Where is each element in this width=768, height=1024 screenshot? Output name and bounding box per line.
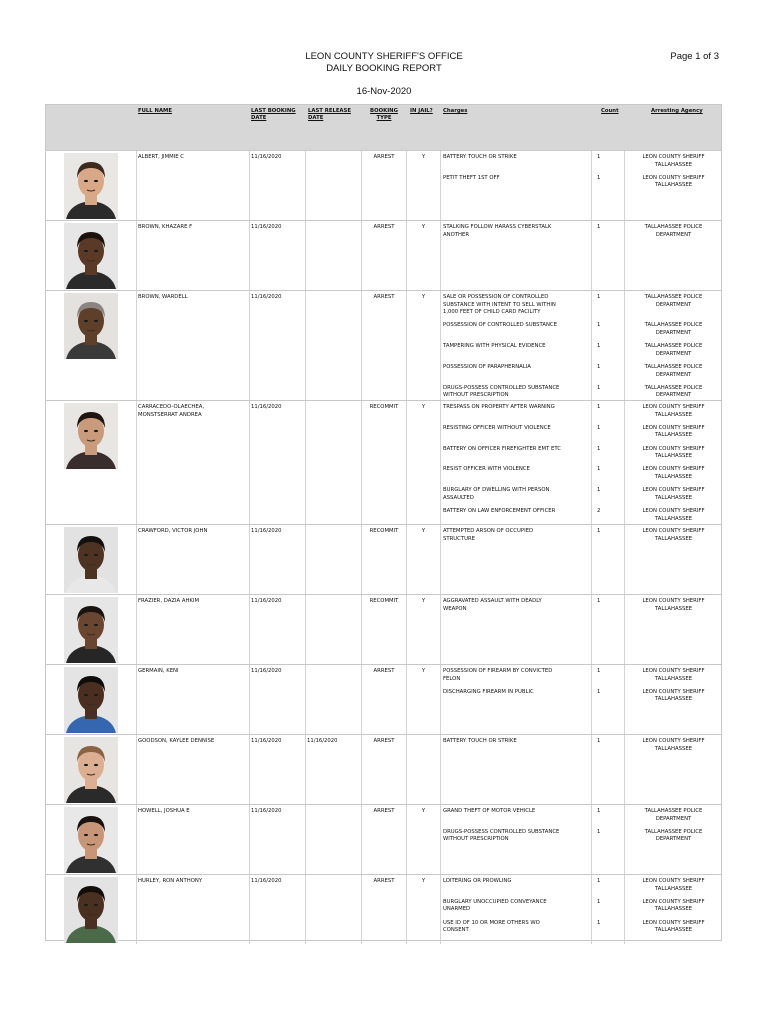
column-divider: [136, 805, 137, 874]
column-divider: [305, 805, 306, 874]
arresting-agency: TALLAHASSEE POLICE DEPARTMENT: [644, 364, 703, 378]
charge-count: 1: [597, 343, 601, 350]
charge-count: 1: [597, 445, 601, 452]
last-booking-date: 11/16/2020: [251, 528, 282, 534]
table-row: [46, 664, 721, 734]
mugshot-photo: [64, 293, 118, 359]
column-divider: [440, 805, 441, 874]
charge-description: POSSESSION OF FIREARM BY CONVICTED FELON: [443, 668, 553, 682]
col-arresting-agency: Arresting Agency: [651, 108, 703, 114]
full-name: HURLEY, RON ANTHONY: [138, 878, 203, 884]
booking-type: ARREST: [373, 808, 395, 814]
booking-type: ARREST: [373, 738, 395, 744]
charge-description: BATTERY TOUCH OR STRIKE: [443, 154, 517, 160]
column-divider: [591, 875, 592, 944]
full-name: CRAWFORD, VICTOR JOHN: [138, 528, 208, 534]
in-jail-flag: Y: [421, 878, 426, 884]
booking-type: RECOMMIT: [369, 404, 399, 410]
charge-description: AGGRAVATED ASSAULT WITH DEADLY WEAPON: [443, 598, 542, 612]
table-row: [46, 290, 721, 400]
column-divider: [249, 595, 250, 664]
full-name: FRAZIER, DAZIA AHKIM: [138, 598, 200, 604]
column-divider: [591, 151, 592, 220]
column-divider: [305, 401, 306, 524]
last-booking-date: 11/16/2020: [251, 878, 282, 884]
charge-description: DRUGS-POSSESS CONTROLLED SUBSTANCE WITHOUT PRESCRIPTION: [443, 828, 560, 843]
col-full-name: FULL NAME: [138, 108, 172, 114]
charge-description: STALKING FOLLOW HARASS CYBERSTALK ANOTHER: [443, 224, 552, 238]
mugshot-image: [64, 807, 118, 873]
column-divider: [440, 665, 441, 734]
arresting-agency: LEON COUNTY SHERIFF TALLAHASSEE: [642, 668, 705, 682]
mugshot-image: [64, 877, 118, 943]
report-date: 16-Nov-2020: [356, 86, 412, 97]
arresting-agency: LEON COUNTY SHERIFF TALLAHASSEE: [642, 508, 705, 522]
charge-count: 1: [597, 294, 601, 300]
mugshot-image: [64, 153, 118, 219]
full-name: GOODSON, KAYLEE DENNISE: [138, 738, 215, 744]
charge-description: BATTERY TOUCH OR STRIKE: [443, 738, 517, 744]
full-name: CARRACEDO-OLAECHEA, MONSTSERRAT ANDREA: [138, 404, 205, 418]
arresting-agency: LEON COUNTY SHERIFF TALLAHASSEE: [642, 404, 705, 418]
column-divider: [305, 875, 306, 944]
mugshot-photo: [64, 223, 118, 289]
table-row: [46, 734, 721, 804]
column-divider: [440, 595, 441, 664]
full-name: BROWN, WARDELL: [138, 294, 188, 300]
table-row: [46, 220, 721, 290]
mugshot-photo: [64, 153, 118, 219]
column-divider: [406, 401, 407, 524]
column-divider: [249, 805, 250, 874]
mugshot-photo: [64, 597, 118, 663]
column-divider: [406, 735, 407, 804]
arresting-agency: LEON COUNTY SHERIFF TALLAHASSEE: [642, 878, 705, 892]
col-in-jail: IN JAIL?: [410, 108, 433, 114]
arresting-agency: LEON COUNTY SHERIFF TALLAHASSEE: [642, 528, 705, 542]
charge-description: RESISTING OFFICER WITHOUT VIOLENCE: [443, 424, 551, 431]
full-name: GERMAIN, KENI: [138, 668, 179, 674]
column-divider: [136, 525, 137, 594]
column-divider: [249, 665, 250, 734]
column-divider: [136, 291, 137, 400]
table-row: [46, 150, 721, 220]
mugshot-image: [64, 737, 118, 803]
in-jail-flag: Y: [421, 808, 426, 814]
charge-count: 1: [597, 828, 601, 835]
mugshot-photo: [64, 807, 118, 873]
table-row: [46, 524, 721, 594]
column-divider: [440, 875, 441, 944]
last-booking-date: 11/16/2020: [251, 598, 282, 604]
charge-count: 1: [597, 688, 601, 695]
charge-count: 1: [597, 322, 601, 329]
column-divider: [249, 151, 250, 220]
arresting-agency: LEON COUNTY SHERIFF TALLAHASSEE: [642, 487, 705, 501]
column-divider: [136, 665, 137, 734]
mugshot-image: [64, 597, 118, 663]
column-divider: [136, 151, 137, 220]
column-divider: [136, 221, 137, 290]
mugshot-image: [64, 527, 118, 593]
column-divider: [305, 221, 306, 290]
mugshot-photo: [64, 877, 118, 943]
arresting-agency: TALLAHASSEE POLICE DEPARTMENT: [644, 808, 703, 822]
column-divider: [136, 735, 137, 804]
column-divider: [361, 291, 362, 400]
last-booking-date: 11/16/2020: [251, 668, 282, 674]
booking-type: RECOMMIT: [369, 598, 399, 604]
column-divider: [591, 221, 592, 290]
last-booking-date: 11/16/2020: [251, 294, 282, 300]
column-divider: [305, 595, 306, 664]
arresting-agency: LEON COUNTY SHERIFF TALLAHASSEE: [642, 154, 705, 168]
arresting-agency: LEON COUNTY SHERIFF TALLAHASSEE: [642, 466, 705, 480]
column-divider: [305, 151, 306, 220]
charge-count: 2: [597, 508, 601, 514]
in-jail-flag: Y: [421, 154, 426, 160]
mugshot-photo: [64, 667, 118, 733]
column-divider: [136, 401, 137, 524]
page-number: Page 1 of 3: [670, 51, 719, 62]
charge-count: 1: [597, 487, 601, 494]
column-divider: [249, 401, 250, 524]
column-divider: [591, 525, 592, 594]
booking-type: ARREST: [373, 224, 395, 230]
column-divider: [305, 665, 306, 734]
charge-count: 1: [597, 364, 601, 370]
arresting-agency: LEON COUNTY SHERIFF TALLAHASSEE: [642, 174, 705, 189]
charge-description: BURGLARY UNOCCUPIED CONVEYANCE UNARMED: [443, 898, 547, 913]
arresting-agency: LEON COUNTY SHERIFF TALLAHASSEE: [642, 919, 705, 934]
column-divider: [591, 665, 592, 734]
column-divider: [136, 595, 137, 664]
arresting-agency: LEON COUNTY SHERIFF TALLAHASSEE: [642, 688, 705, 703]
charge-description: BURGLARY OF DWELLING WITH PERSON ASSAULTED: [443, 487, 550, 501]
arresting-agency: TALLAHASSEE POLICE DEPARTMENT: [644, 384, 703, 399]
col-last-booking-date: LAST BOOKING DATE: [251, 108, 296, 121]
charge-description: BATTERY ON LAW ENFORCEMENT OFFICER: [443, 508, 556, 514]
charge-description: TAMPERING WITH PHYSICAL EVIDENCE: [443, 343, 546, 350]
charge-description: BATTERY ON OFFICER FIREFIGHTER EMT ETC: [443, 445, 561, 452]
column-divider: [591, 595, 592, 664]
table-row: [46, 874, 721, 944]
arresting-agency: TALLAHASSEE POLICE DEPARTMENT: [644, 224, 703, 238]
column-divider: [136, 875, 137, 944]
charge-description: RESIST OFFICER WITH VIOLENCE: [443, 466, 530, 473]
booking-type: ARREST: [373, 154, 395, 160]
last-booking-date: 11/16/2020: [251, 404, 282, 410]
charge-count: 1: [597, 898, 601, 905]
booking-type: RECOMMIT: [369, 528, 399, 534]
arresting-agency: LEON COUNTY SHERIFF TALLAHASSEE: [642, 598, 705, 612]
charge-description: USE ID OF 10 OR MORE OTHERS WO CONSENT: [443, 919, 540, 934]
in-jail-flag: Y: [421, 224, 426, 230]
column-divider: [440, 151, 441, 220]
arresting-agency: TALLAHASSEE POLICE DEPARTMENT: [644, 343, 703, 357]
charge-count: 1: [597, 224, 601, 230]
charge-count: 1: [597, 919, 601, 926]
full-name: ALBERT, JIMMIE C: [138, 154, 185, 160]
mugshot-image: [64, 223, 118, 289]
last-booking-date: 11/16/2020: [251, 224, 282, 230]
column-divider: [249, 291, 250, 400]
last-booking-date: 11/16/2020: [251, 154, 282, 160]
booking-type: ARREST: [373, 668, 395, 674]
arresting-agency: LEON COUNTY SHERIFF TALLAHASSEE: [642, 424, 705, 439]
charge-description: DISCHARGING FIREARM IN PUBLIC: [443, 688, 534, 695]
arresting-agency: LEON COUNTY SHERIFF TALLAHASSEE: [642, 738, 705, 752]
charge-count: 1: [597, 528, 601, 534]
full-name: HOWELL, JOSHUA E: [138, 808, 190, 814]
charge-description: GRAND THEFT OF MOTOR VEHICLE: [443, 808, 536, 814]
charge-description: PETIT THEFT 1ST OFF: [443, 174, 500, 181]
charge-description: DRUGS-POSSESS CONTROLLED SUBSTANCE WITHOUT PRESCRIPTION: [443, 384, 560, 399]
column-divider: [440, 291, 441, 400]
col-count: Count: [601, 108, 619, 114]
column-divider: [406, 291, 407, 400]
charge-count: 1: [597, 668, 601, 674]
charge-description: SALE OR POSSESSION OF CONTROLLED SUBSTANCE WITH INTENT TO SELL WITHIN 1,000 FEET OF CHILD CARD FACILITY: [443, 294, 556, 316]
col-charges: Charges: [443, 108, 468, 114]
column-divider: [249, 525, 250, 594]
last-release-date: 11/16/2020: [307, 738, 338, 744]
in-jail-flag: Y: [421, 404, 426, 410]
mugshot-photo: [64, 737, 118, 803]
charge-description: TRESPASS ON PROPERTY AFTER WARNING: [443, 404, 555, 410]
mugshot-image: [64, 403, 118, 469]
arresting-agency: LEON COUNTY SHERIFF TALLAHASSEE: [642, 898, 705, 913]
column-divider: [591, 805, 592, 874]
mugshot-image: [64, 293, 118, 359]
column-divider: [305, 291, 306, 400]
table-row: [46, 804, 721, 874]
charge-count: 1: [597, 808, 601, 814]
arresting-agency: LEON COUNTY SHERIFF TALLAHASSEE: [642, 445, 705, 460]
charge-count: 1: [597, 404, 601, 410]
table-row: [46, 400, 721, 524]
column-divider: [305, 735, 306, 804]
column-divider: [440, 401, 441, 524]
charge-description: ATTEMPTED ARSON OF OCCUPIED STRUCTURE: [443, 528, 534, 542]
charge-count: 1: [597, 466, 601, 473]
mugshot-photo: [64, 527, 118, 593]
charge-description: LOITERING OR PROWLING: [443, 878, 512, 884]
in-jail-flag: Y: [421, 598, 426, 604]
column-header-row: [46, 105, 721, 150]
col-booking-type: BOOKING TYPE: [370, 108, 398, 121]
charge-count: 1: [597, 424, 601, 431]
charge-count: 1: [597, 154, 601, 160]
charge-count: 1: [597, 598, 601, 604]
report-title: DAILY BOOKING REPORT: [326, 63, 442, 74]
arresting-agency: TALLAHASSEE POLICE DEPARTMENT: [644, 294, 703, 308]
in-jail-flag: Y: [421, 294, 426, 300]
charge-description: POSSESSION OF CONTROLLED SUBSTANCE: [443, 322, 557, 329]
arresting-agency: TALLAHASSEE POLICE DEPARTMENT: [644, 828, 703, 843]
column-divider: [249, 875, 250, 944]
column-divider: [591, 735, 592, 804]
column-divider: [440, 525, 441, 594]
charge-count: 1: [597, 738, 601, 744]
column-divider: [440, 221, 441, 290]
charge-count: 1: [597, 878, 601, 884]
column-divider: [249, 221, 250, 290]
column-divider: [591, 401, 592, 524]
booking-table: [45, 104, 722, 941]
full-name: BROWN, KHAZARE F: [138, 224, 193, 230]
arresting-agency: TALLAHASSEE POLICE DEPARTMENT: [644, 322, 703, 336]
column-divider: [305, 525, 306, 594]
booking-type: ARREST: [373, 878, 395, 884]
charge-count: 1: [597, 384, 601, 391]
mugshot-image: [64, 667, 118, 733]
col-last-release-date: LAST RELEASE DATE: [308, 108, 351, 121]
booking-type: ARREST: [373, 294, 395, 300]
in-jail-flag: Y: [421, 668, 426, 674]
table-row: [46, 594, 721, 664]
last-booking-date: 11/16/2020: [251, 808, 282, 814]
column-divider: [440, 735, 441, 804]
column-divider: [591, 291, 592, 400]
office-title: LEON COUNTY SHERIFF'S OFFICE: [305, 51, 463, 62]
last-booking-date: 11/16/2020: [251, 738, 282, 744]
charge-count: 1: [597, 174, 601, 181]
mugshot-photo: [64, 403, 118, 469]
in-jail-flag: Y: [421, 528, 426, 534]
column-divider: [361, 401, 362, 524]
column-divider: [624, 401, 625, 524]
charge-description: POSSESSION OF PARAPHERNALIA: [443, 364, 531, 370]
column-divider: [249, 735, 250, 804]
